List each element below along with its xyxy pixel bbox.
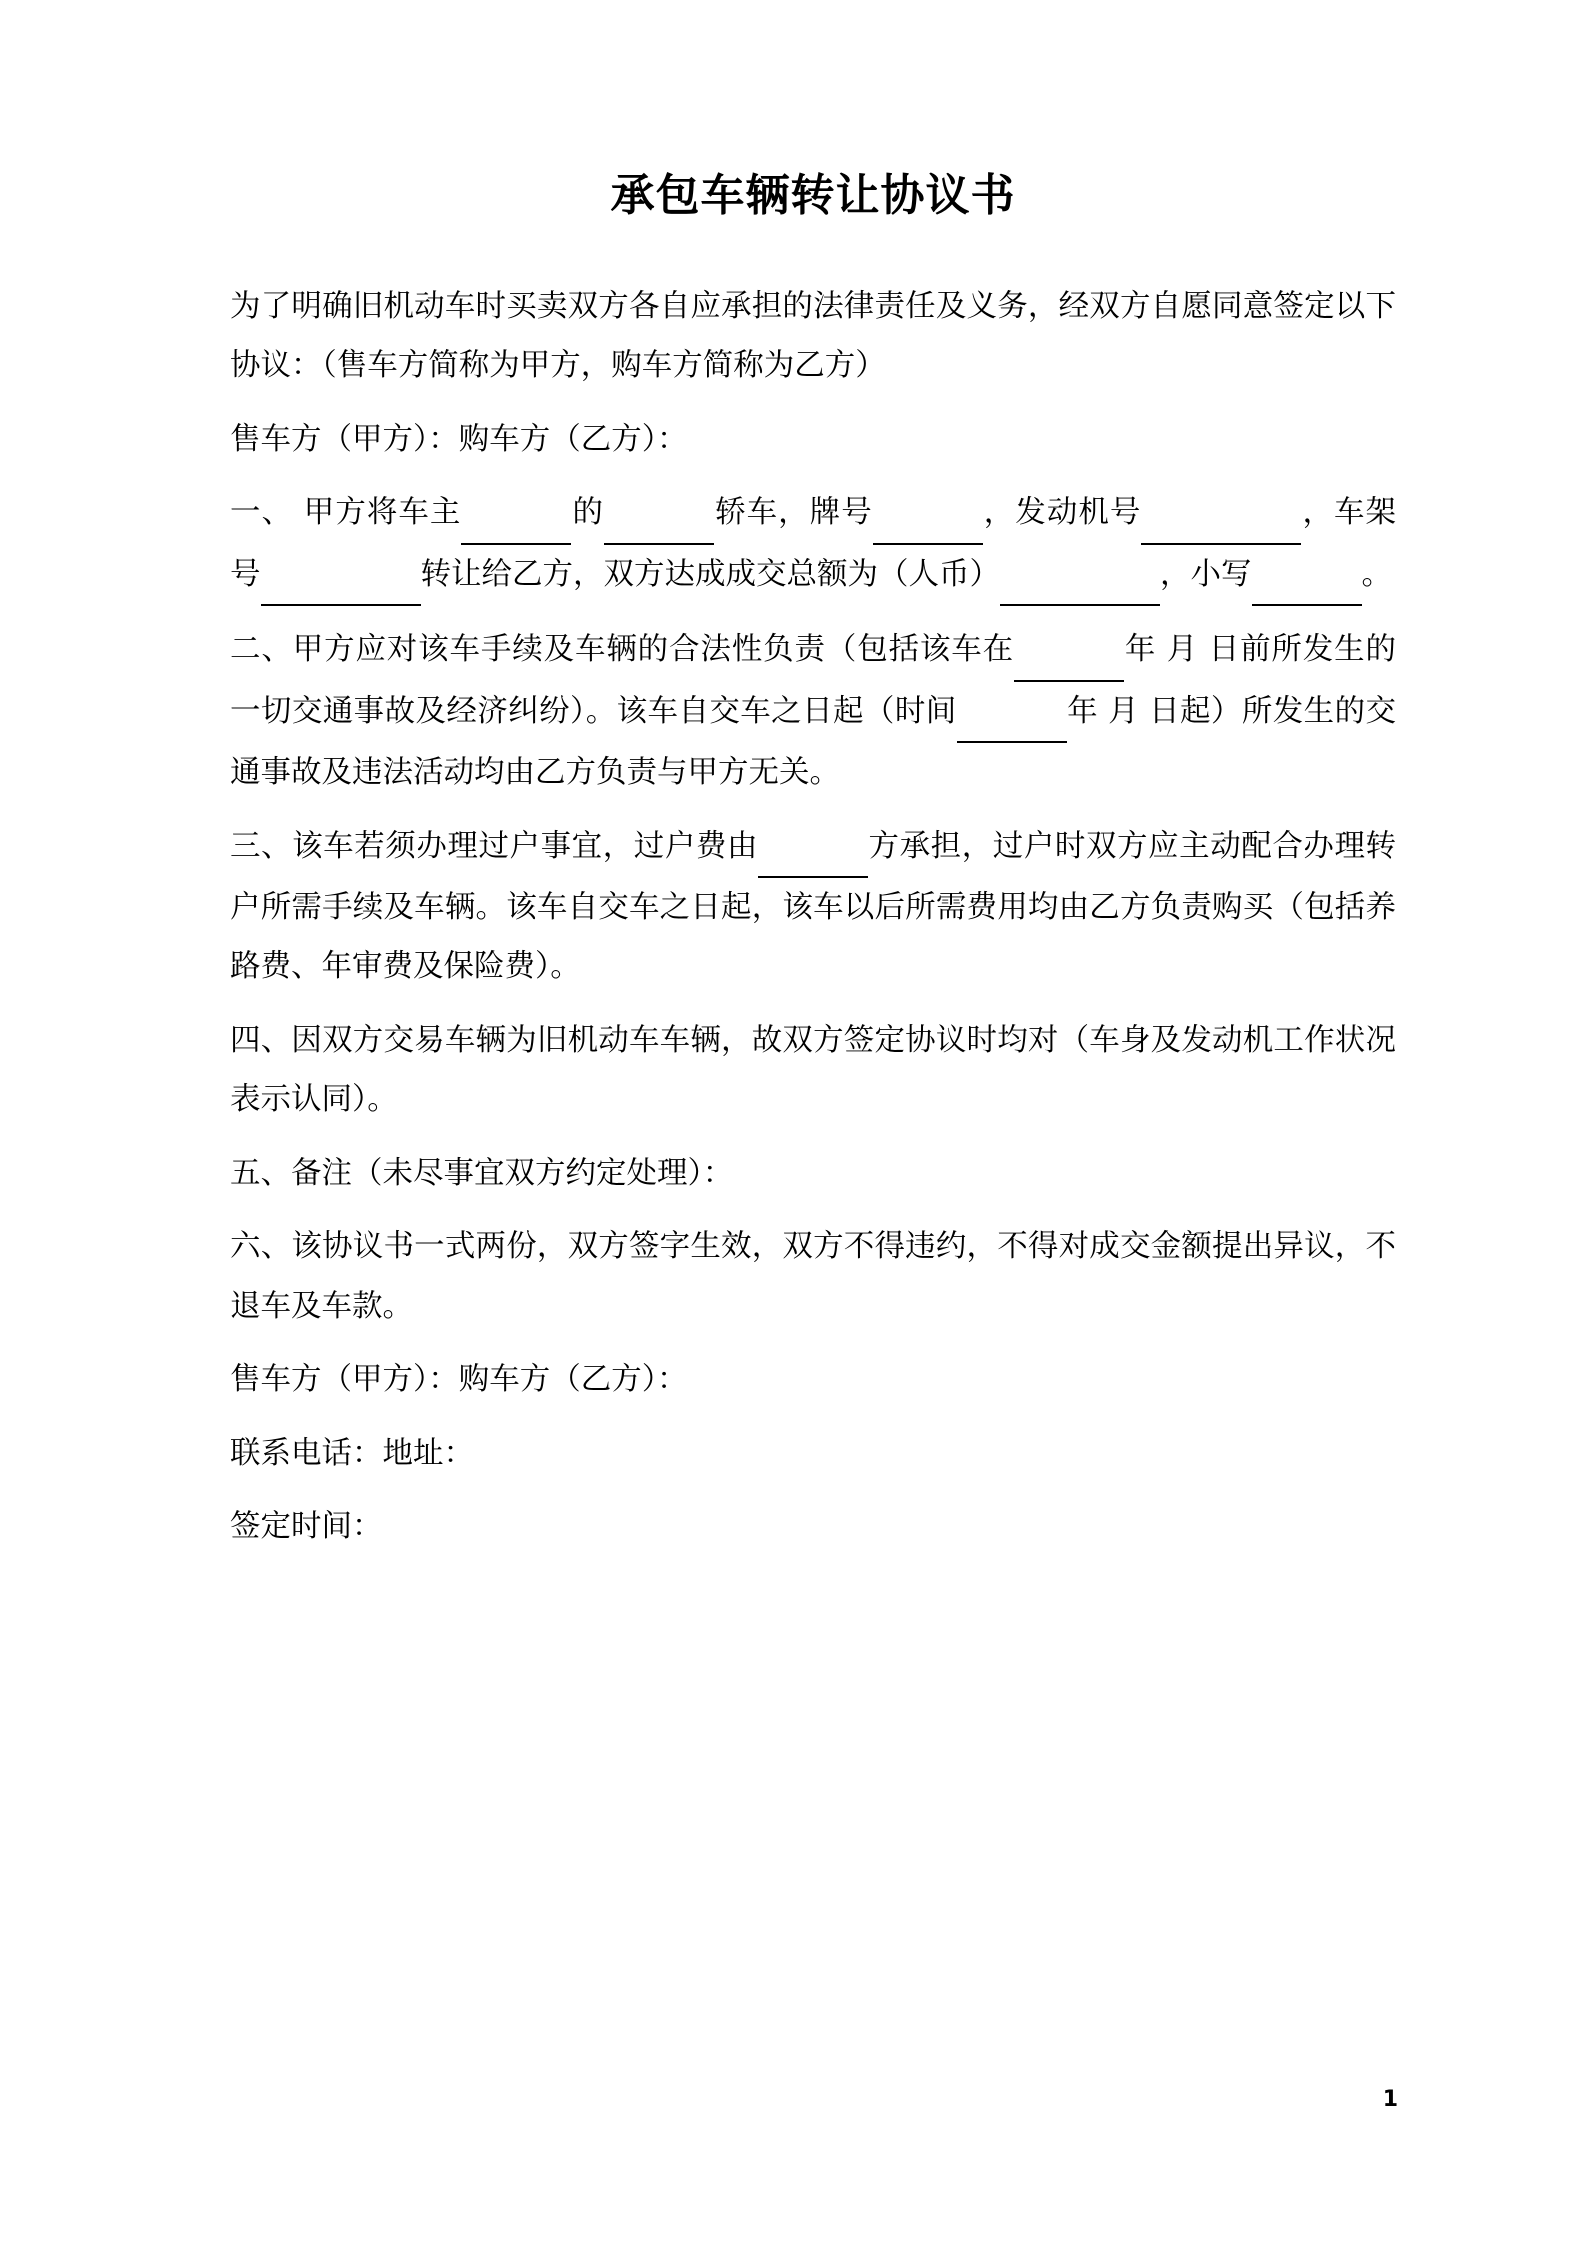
fill-in-blank[interactable] (1141, 483, 1301, 544)
paragraph-text: 年 月 日前所发生的一切交通事故及经济纠纷）。该车自交车之日起（时间 (230, 632, 1397, 729)
paragraph-text: 一、 甲方将车主 (230, 495, 462, 531)
paragraph-clause-3 (230, 817, 1396, 997)
paragraph-parties-top: 售车方（甲方）：购车方（乙方）： (230, 421, 688, 457)
paragraph-contact: 联系电话：地址： (230, 1435, 474, 1471)
paragraph-text: ，小写 (1160, 556, 1252, 592)
paragraph-text: 的 (571, 495, 605, 531)
paragraph-text: 转让给乙方，双方达成成交总额为（人币） (420, 556, 1000, 592)
paragraph-clause-6: 六、该协议书一式两份，双方签字生效，双方不得违约，不得对成交金额提出异议，不退车及车款。 (230, 1229, 1396, 1324)
page-title: 承包车辆转让协议书 (610, 170, 1016, 221)
fill-in-blank[interactable] (758, 817, 868, 878)
paragraph-text: 二、甲方应对该车手续及车辆的合法性负责（包括该车在 (230, 632, 1015, 668)
fill-in-blank[interactable] (1252, 545, 1362, 606)
fill-in-blank[interactable] (1000, 545, 1160, 606)
page-number: 1 (1382, 2087, 1398, 2112)
paragraph-text: 轿车，牌号 (714, 495, 873, 531)
paragraph-text: 年 月 日起）所发生的交通事故及违法活动均由乙方负责与甲方无关。 (230, 693, 1396, 791)
fill-in-blank[interactable] (957, 682, 1067, 743)
fill-in-blank[interactable] (604, 483, 714, 544)
paragraph-clause-1 (230, 483, 1396, 606)
paragraph-clause-4: 四、因双方交易车辆为旧机动车车辆，故双方签定协议时均对（车身及发动机工作状况表示认同）。 (230, 1022, 1396, 1118)
paragraph-text: 。 (1361, 556, 1392, 592)
fill-in-blank[interactable] (461, 483, 571, 544)
paragraph-text: 方承担，过户时双方应主动配合办理转户所需手续及车辆。该车自交车之日起，该车以后所需费用均由乙方负责购买（包括养路费、年审费及保险费）。 (230, 828, 1396, 985)
paragraph-parties-bottom: 售车方（甲方）：购车方（乙方）： (230, 1362, 688, 1398)
document-body (230, 277, 1396, 1557)
paragraph-text: ，车架号 (230, 495, 1397, 592)
paragraph-text: ，发动机号 (982, 495, 1142, 531)
paragraph-intro: 为了明确旧机动车时买卖双方各自应承担的法律责任及义务，经双方自愿同意签定以下协议：（售车方简称为甲方，购车方简称为乙方） (230, 288, 1396, 384)
paragraph-sign-date: 签定时间： (230, 1509, 383, 1545)
paragraph-clause-5: 五、备注（未尽事宜双方约定处理）： (230, 1155, 734, 1191)
paragraph-clause-2 (230, 620, 1396, 802)
fill-in-blank[interactable] (873, 483, 983, 544)
fill-in-blank[interactable] (1014, 620, 1124, 681)
paragraph-text: 三、该车若须办理过户事宜，过户费由 (230, 828, 758, 864)
fill-in-blank[interactable] (261, 545, 421, 606)
